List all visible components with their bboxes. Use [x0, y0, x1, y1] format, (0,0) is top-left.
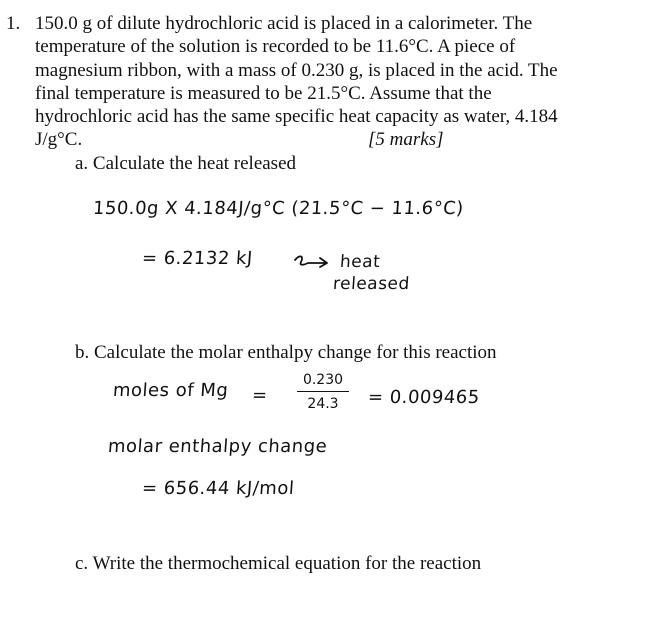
part-b-prompt: b. Calculate the molar enthalpy change for this reaction: [75, 342, 497, 363]
part-a-work-line-1: 150.0g X 4.184J/g°C (21.5°C − 11.6°C): [92, 198, 465, 219]
question-text-line-4: final temperature is measured to be 21.5°C. Assume that the: [35, 83, 492, 104]
part-b-moles-fraction: [297, 372, 349, 412]
part-b-moles-result: = 0.009465: [367, 387, 481, 408]
part-c-prompt: c. Write the thermochemical equation for the reaction: [75, 553, 482, 574]
right-arrow-icon: [292, 252, 334, 272]
part-b-enthalpy-label: molar enthalpy change: [107, 436, 328, 457]
question-text-line-3: magnesium ribbon, with a mass of 0.230 g, is placed in the acid. The: [35, 60, 558, 81]
marks-label: [5 marks]: [368, 129, 444, 150]
part-b-equals-sign: =: [251, 385, 269, 406]
part-a-note-released: released: [332, 274, 411, 294]
part-a-work-line-2: = 6.2132 kJ: [141, 248, 254, 269]
question-text-line-5: hydrochloric acid has the same specific heat capacity as water, 4.184: [35, 106, 558, 127]
part-b-enthalpy-result: = 656.44 kJ/mol: [141, 478, 296, 499]
fraction-numerator: 0.230: [302, 372, 344, 388]
part-a-prompt: a. Calculate the heat released: [75, 153, 297, 174]
part-b-moles-label: moles of Mg: [112, 380, 229, 401]
question-text-line-1: 150.0 g of dilute hydrochloric acid is placed in a calorimeter. The: [35, 13, 533, 34]
fraction-denominator: 24.3: [307, 396, 339, 412]
question-text-line-6: J/g°C.: [35, 129, 83, 150]
question-number: 1.: [6, 13, 21, 34]
question-text-line-2: temperature of the solution is recorded to be 11.6°C. A piece of: [35, 36, 516, 57]
fraction-bar: [297, 391, 349, 392]
part-a-note-heat: heat: [339, 252, 382, 272]
